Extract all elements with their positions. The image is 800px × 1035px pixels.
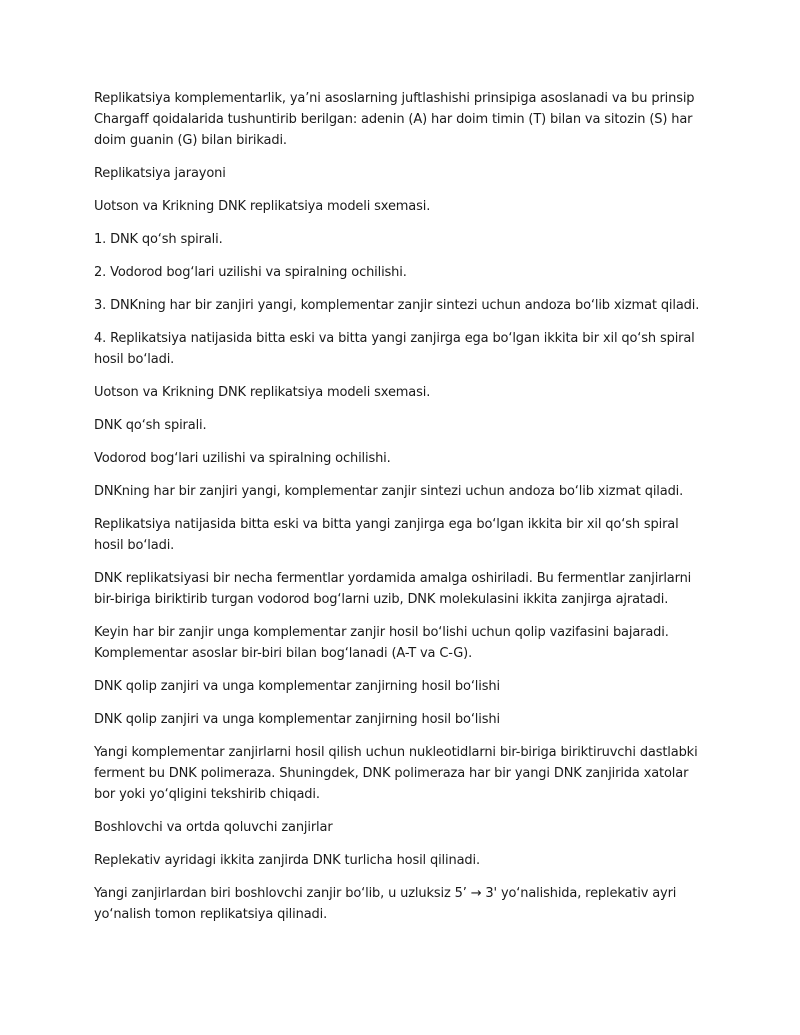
paragraph: Replikatsiya komplementarlik, ya’ni asoslarning juftlashishi prinsipiga asoslanadi va bu prinsip Chargaff qoidalarida tushuntirib berilgan: adenin (A) har doim timin (T) bilan va sitozin (S) har doim guanin (G) bilan birikadi. [94, 91, 695, 148]
figure-caption: DNK qolip zanjiri va unga komplementar zanjirning hosil bo‘lishi [94, 679, 500, 694]
list-item: 2. Vodorod bog‘lari uzilishi va spiralning ochilishi. [94, 265, 407, 280]
paragraph: Keyin har bir zanjir unga komplementar zanjir hosil bo‘lishi uchun qolip vazifasini bajaradi. Komplementar asoslar bir-biri bilan bog‘lanadi (A-T va C-G). [94, 625, 669, 661]
figure-caption: Uotson va Krikning DNK replikatsiya modeli sxemasi. [94, 199, 431, 214]
document-page [94, 88, 708, 937]
section-heading: Replikatsiya jarayoni [94, 166, 226, 181]
paragraph: Yangi zanjirlardan biri boshlovchi zanjir bo‘lib, u uzluksiz 5’ → 3' yo‘nalishida, replekativ ayri yo‘nalish tomon replikatsiya qilinadi. [94, 886, 677, 922]
paragraph: DNKning har bir zanjiri yangi, komplementar zanjir sintezi uchun andoza bo‘lib xizmat qiladi. [94, 484, 684, 499]
section-heading: Boshlovchi va ortda qoluvchi zanjirlar [94, 820, 333, 835]
list-item: 4. Replikatsiya natijasida bitta eski va bitta yangi zanjirga ega bo‘lgan ikkita bir xil qo‘sh spiral hosil bo‘ladi. [94, 331, 695, 367]
paragraph: Yangi komplementar zanjirlarni hosil qilish uchun nukleotidlarni bir-biriga biriktiruvchi dastlabki ferment bu DNK polimeraza. Shuningdek, DNK polimeraza har bir yangi DNK zanjirida xatolar bor yoki yo‘qligini tekshirib chiqadi. [94, 745, 698, 802]
list-item: 1. DNK qo‘sh spirali. [94, 232, 223, 247]
list-item: 3. DNKning har bir zanjiri yangi, komplementar zanjir sintezi uchun andoza bo‘lib xizmat qiladi. [94, 298, 700, 313]
paragraph: Vodorod bog‘lari uzilishi va spiralning ochilishi. [94, 451, 391, 466]
figure-caption: Uotson va Krikning DNK replikatsiya modeli sxemasi. [94, 385, 431, 400]
paragraph: Replekativ ayridagi ikkita zanjirda DNK turlicha hosil qilinadi. [94, 853, 480, 868]
paragraph: DNK qo‘sh spirali. [94, 418, 207, 433]
figure-caption: DNK qolip zanjiri va unga komplementar zanjirning hosil bo‘lishi [94, 712, 500, 727]
paragraph: Replikatsiya natijasida bitta eski va bitta yangi zanjirga ega bo‘lgan ikkita bir xil qo‘sh spiral hosil bo‘ladi. [94, 517, 679, 553]
paragraph: DNK replikatsiyasi bir necha fermentlar yordamida amalga oshiriladi. Bu fermentlar zanjirlarni bir-biriga biriktirib turgan vodorod bog‘larni uzib, DNK molekulasini ikkita zanjirga ajratadi. [94, 571, 692, 607]
